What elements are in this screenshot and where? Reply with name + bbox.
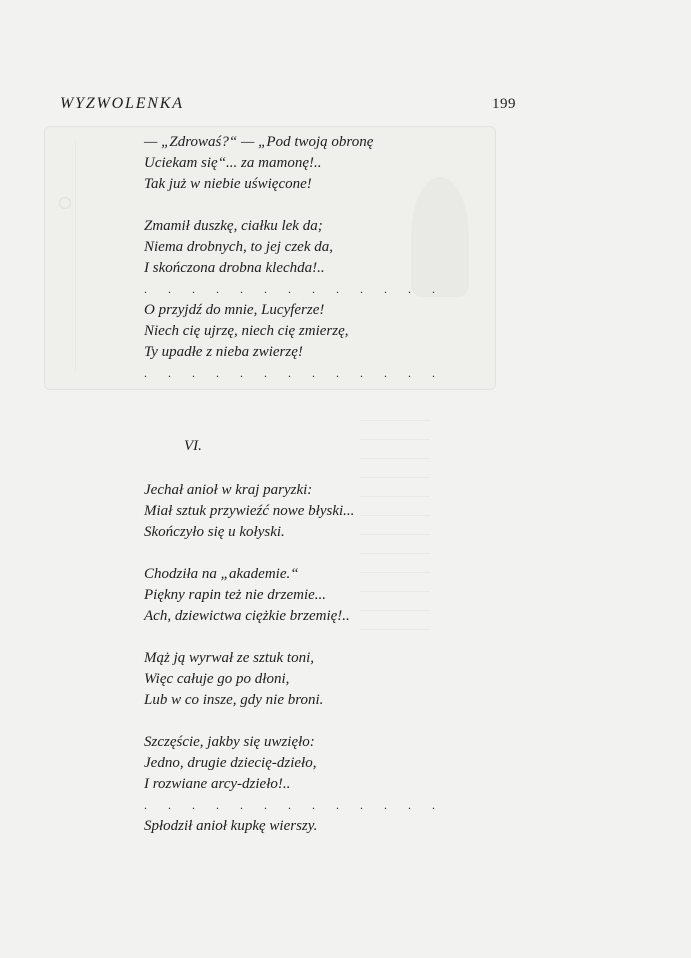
verse-line: Chodziła na „akademie.“ (144, 566, 299, 582)
top-poem (144, 132, 464, 384)
page-number: 199 (492, 96, 516, 112)
verse-line: Niema drobnych, to jej czek da, (144, 239, 333, 255)
ellipsis-line: . . . . . . . . . . . . . (144, 366, 444, 380)
verse-line: Ach, dziewictwa ciężkie brzemię!.. (144, 608, 350, 624)
verse-line: O przyjdź do mnie, Lucyferze! (144, 302, 325, 318)
verse-line: Uciekam się“... za mamonę!.. (144, 155, 322, 171)
ellipsis-line: . . . . . . . . . . . . . (144, 282, 444, 296)
bottom-poem (144, 480, 464, 837)
bleed-through-seal (59, 197, 71, 209)
running-head (60, 95, 516, 113)
book-title: WYZWOLENKA (60, 95, 184, 112)
verse-line: Zmamił duszkę, ciałku lek da; (144, 218, 323, 234)
verse-line: Mąż ją wyrwał ze sztuk toni, (144, 650, 315, 666)
verse-line: Piękny rapin też nie drzemie... (144, 587, 327, 603)
verse-line: Miał sztuk przywieźć nowe błyski... (144, 503, 355, 519)
verse-line: Szczęście, jakby się uwzięło: (144, 734, 315, 750)
verse-line: Jechał anioł w kraj paryzki: (144, 482, 313, 498)
verse-line: Lub w co insze, gdy nie broni. (144, 692, 324, 708)
verse-line: Więc całuje go po dłoni, (144, 671, 290, 687)
verse-line: Niech cię ujrzę, niech cię zmierzę, (144, 323, 349, 339)
verse-line: Jedno, drugie dziecię-dzieło, (144, 755, 317, 771)
bleed-through-column (55, 141, 76, 371)
verse-line: I rozwiane arcy-dzieło!.. (144, 776, 291, 792)
verse-line: Spłodził anioł kupkę wierszy. (144, 818, 318, 834)
section-number: VI. (184, 438, 202, 454)
verse-line: Ty upadłe z nieba zwierzę! (144, 344, 303, 360)
verse-line: I skończona drobna klechda!.. (144, 260, 325, 276)
verse-line: Tak już w niebie uświęcone! (144, 176, 312, 192)
verse-line: Skończyło się u kołyski. (144, 524, 285, 540)
verse-line: — „Zdrowaś?“ — „Pod twoją obronę (144, 134, 374, 150)
ellipsis-line: . . . . . . . . . . . . . (144, 798, 444, 812)
